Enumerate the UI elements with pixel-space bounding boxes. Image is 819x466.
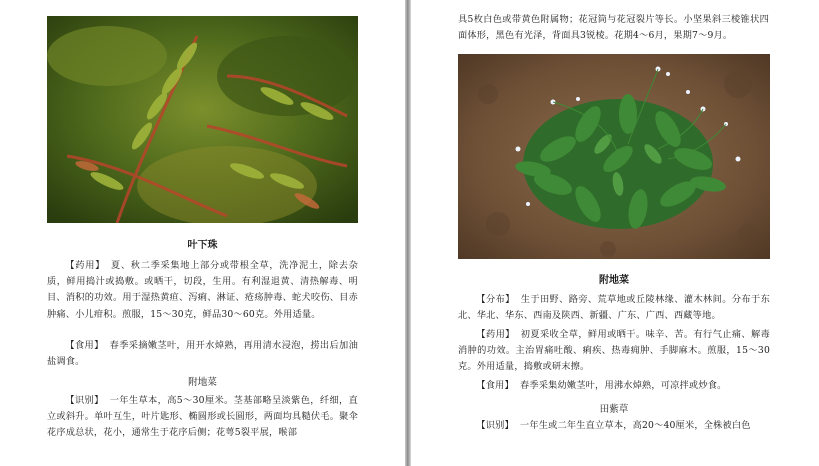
plant-photo-yexiazhu xyxy=(47,16,358,223)
section-tag: 【药用】 xyxy=(476,329,515,340)
continued-text: 具5枚白色或带黄色附属物；花冠筒与花冠裂片等长。小坚果斜三棱锥状四面体形，黑色有光泽，背面具3锐棱。花期4～6月，果期7～9月。 xyxy=(458,14,769,42)
section-tag: 【药用】 xyxy=(65,260,105,271)
section-text: 初夏采收全草，鲜用或晒干。味辛、苦。有行气止痛、解毒消肿的功效。主治胃痛吐酸、痢疾、热毒痈肿、手脚麻木。煎服，15～30克。外用适量，捣敷或研末擦。 xyxy=(458,329,770,373)
left-page xyxy=(0,0,405,466)
plant-photo-fudicai xyxy=(458,54,770,259)
section-distribution xyxy=(458,292,770,324)
section-tag: 【食用】 xyxy=(65,340,104,351)
plant-subheading: 田紫草 xyxy=(599,404,629,415)
section-edible xyxy=(458,378,770,394)
section-text: 春季采集幼嫩茎叶，用沸水焯熟，可凉拌或炒食。 xyxy=(519,380,727,391)
section-tag: 【识别】 xyxy=(476,420,514,431)
section-medicinal xyxy=(47,258,358,323)
section-edible xyxy=(47,338,358,370)
section-medicinal xyxy=(458,327,770,376)
section-identification xyxy=(458,418,770,434)
section-text: 春季采摘嫩茎叶，用开水焯熟，再用清水浸泡，捞出后加油盐调食。 xyxy=(47,340,358,368)
plant-subheading: 附地菜 xyxy=(188,377,217,388)
photo-caption: 附地菜 xyxy=(599,275,629,286)
section-tag: 【分布】 xyxy=(476,294,515,305)
section-text: 一年生草本，高5～30厘米。茎基部略呈淡紫色，纤细，直立或斜升。单叶互生，叶片匙形、椭圆形或长圆形，两面均具糙伏毛。聚伞花序成总状，花小，通常生于花序后侧；花萼5裂平展，喉部 xyxy=(47,395,358,439)
section-text: 一年生或二年生直立草本，高20～40厘米，全株被白色 xyxy=(519,420,751,431)
right-page xyxy=(411,0,819,466)
section-text: 生于田野、路旁、荒草地或丘陵林缘、灌木林间。分布于东北、华北、华东、西南及陕西、新疆、广东、广西、西藏等地。 xyxy=(458,294,770,322)
photo-caption: 叶下珠 xyxy=(187,240,218,251)
section-text: 夏、秋二季采集地上部分或带根全草，洗净泥土，除去杂质，鲜用捣汁或捣敷。或晒干，切段，生用。有利湿退黄、清热解毒、明目、消积的功效。用于湿热黄疸、泻痢、淋证、疮疡肿毒、蛇犬咬伤、目赤肿痛、小儿疳积。煎服，15～30克，鲜品30～60克。外用适量。 xyxy=(47,260,358,320)
section-tag: 【食用】 xyxy=(476,380,514,391)
section-identification xyxy=(47,393,358,442)
section-tag: 【识别】 xyxy=(65,395,104,406)
